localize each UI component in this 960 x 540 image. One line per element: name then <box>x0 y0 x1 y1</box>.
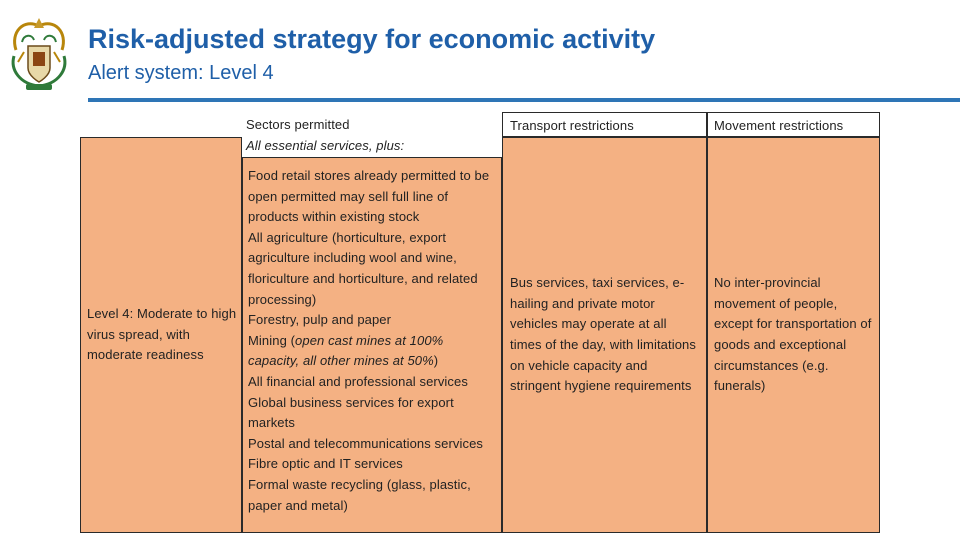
sector-item: Formal waste recycling (glass, plastic, paper and metal) <box>248 476 471 513</box>
header-transport <box>502 112 707 137</box>
header-movement-label: Movement restrictions <box>714 118 844 133</box>
sector-item: All financial and professional services <box>248 373 468 389</box>
sector-item: Global business services for export markets <box>248 394 454 431</box>
header-movement <box>707 112 880 137</box>
sector-item: Forestry, pulp and paper <box>248 312 392 328</box>
mining-detail: open cast mines at 100% capacity, all other mines at 50% <box>248 332 444 369</box>
header-transport-label: Transport restrictions <box>510 118 634 133</box>
level-cell <box>80 137 242 533</box>
sector-item: Food retail stores already permitted to be open permitted may sell full line of products within existing stock <box>248 168 490 225</box>
page-title: Risk-adjusted strategy for economic activity <box>88 24 656 54</box>
header-sectors <box>246 115 502 159</box>
header-sectors-title: Sectors permitted <box>246 117 350 132</box>
sector-item: All agriculture (horticulture, export agriculture including wool and wine, floriculture and horticulture, and related processing) <box>248 229 478 307</box>
transport-cell <box>502 137 707 533</box>
movement-text: No inter-provincial movement of people, except for transportation of goods and exceptional circumstances (e.g. funerals) <box>714 275 872 394</box>
header-sectors-subtitle: All essential services, plus: <box>246 137 405 153</box>
movement-cell <box>707 137 880 533</box>
title-divider <box>88 98 960 102</box>
coat-of-arms-icon <box>6 12 72 94</box>
sectors-cell <box>242 157 502 533</box>
transport-text: Bus services, taxi services, e-hailing and private motor vehicles may operate at all times of the day, with limitations on vehicle capacity and stringent hygiene requirements <box>510 275 696 394</box>
level-text: Level 4: Moderate to high virus spread, with moderate readiness <box>87 306 237 363</box>
sector-item: Postal and telecommunications services <box>248 435 484 451</box>
page-subtitle: Alert system: Level 4 <box>88 62 274 84</box>
sector-item: Fibre optic and IT services <box>248 456 403 472</box>
sector-item-mining: Mining (open cast mines at 100% capacity, all other mines at 50%) <box>248 332 444 369</box>
